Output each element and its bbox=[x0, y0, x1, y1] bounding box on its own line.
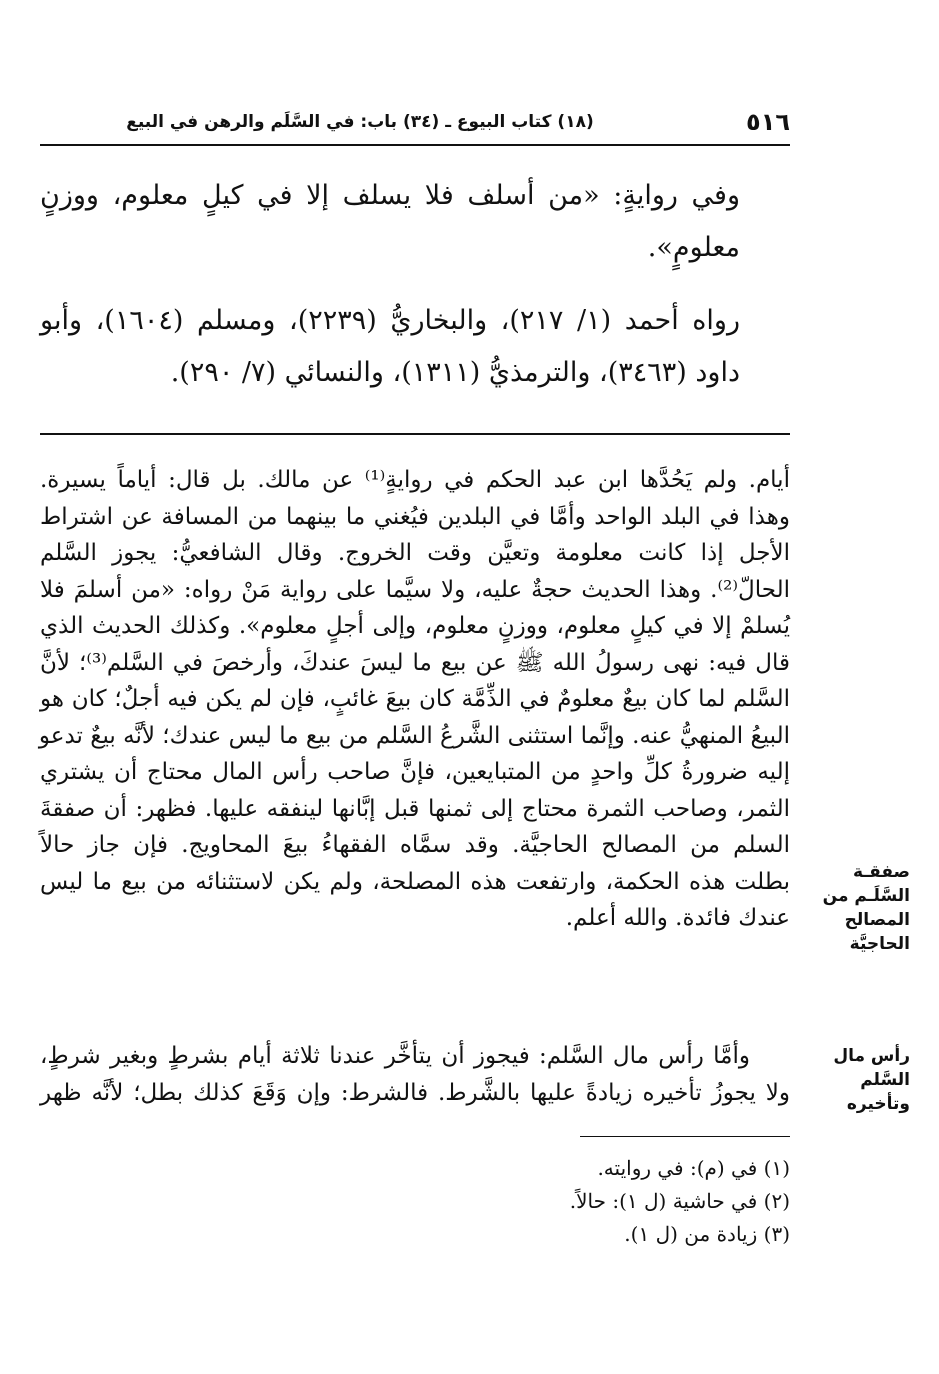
ra's-al-mal-paragraph bbox=[40, 1038, 790, 1111]
commentary-line: الحالّ⁽²⁾. وهذا الحديث حجةٌ عليه، ولا سيَّما على رواية مَنْ رواه: «من أسلمَ فلا bbox=[40, 576, 790, 603]
commentary-line: الأجل إذا كانت معلومة وتعيَّن وقت الخروج. وقال الشافعيُّ: يجوز السَّلم bbox=[40, 540, 790, 566]
takhrij-line: رواه أحمد (١/ ٢١٧)، والبخاريُّ (٢٢٣٩)، ومسلم (١٦٠٤)، وأبو bbox=[40, 305, 740, 336]
margin-note-capital: رأس مال السَّلم وتأخيره bbox=[833, 1046, 910, 1114]
hadith-line: معلومٍ». bbox=[647, 232, 740, 263]
commentary-line: إليه ضرورةُ كلِّ واحدٍ من المتبايعين، فإنَّ صاحب رأس المال محتاج أن يشتري bbox=[40, 759, 790, 785]
footnote-divider bbox=[580, 1136, 790, 1137]
takhrij-text bbox=[40, 295, 740, 399]
commentary-line: بطلت هذه الحكمة، وارتفعت هذه المصلحة، ولم يكن لاستثنائه من بيع ما ليس bbox=[40, 868, 790, 895]
commentary-line: السلم من المصالح الحاجيَّة. وقد سمَّاه الفقهاءُ بيعَ المحاويج. فإن جاز حالاً bbox=[40, 832, 790, 858]
page-number: ٥١٦ bbox=[746, 108, 790, 136]
footnotes bbox=[300, 1152, 790, 1251]
commentary-line: أيام. ولم يَحُدَّها ابن عبد الحكم في روايةٍ⁽¹⁾ عن مالك. بل قال: أياماً يسيرة. bbox=[40, 467, 790, 493]
commentary-line: البيعُ المنهيُّ عنه. وإنَّما استثنى الشَّرعُ السَّلم من بيع ما ليس عندك؛ لأنَّه بيعٌ تدعو bbox=[38, 722, 790, 749]
commentary-line: السَّلم لما كان بيعٌ معلومٌ في الذِّمَّة كان بيعَ غائبٍ، فإن لم يكن فيه أجلٌ؛ كان هو bbox=[40, 686, 790, 712]
footnote: (٣) زيادة من (ل ١). bbox=[624, 1222, 790, 1246]
commentary-line: الثمر، وصاحب الثمرة محتاج إلى ثمنها قبل إبَّانها لينفقه عليها. فظهر: أن صفقةَ bbox=[40, 795, 790, 822]
paragraph-line: ولا يجوزُ تأخيره زيادةً عليها بالشَّرط. فالشرط: وإن وَقَعَ كذلك بطل؛ لأنَّه ظهر bbox=[40, 1079, 790, 1106]
takhrij-line: داود (٣٤٦٣)، والترمذيُّ (١٣١١)، والنسائي (٧/ ٢٩٠). bbox=[170, 357, 740, 388]
commentary-line: قال فيه: نهى رسولُ الله ﷺ عن بيع ما ليسَ عندكَ، وأرخصَ في السَّلم⁽³⁾؛ لأنَّ bbox=[40, 649, 790, 676]
commentary-line: يُسلمْ إلا في كيلٍ معلوم، ووزنٍ معلوم، وإلى أجلٍ معلوم». وكذلك الحديث الذي bbox=[40, 613, 790, 639]
hadith-line: وفي روايةٍ: «من أسلف فلا يسلف إلا في كيلٍ معلوم، ووزنٍ bbox=[40, 180, 740, 211]
commentary-line: عندك فائدة. والله أعلم. bbox=[565, 905, 790, 931]
margin-note-salam-deal: صفقـة السَّلَـم من المصالح الحاجيَّة bbox=[822, 862, 910, 954]
paragraph-line: وأمَّا رأس مال السَّلم: فيجوز أن يتأخَّر عندنا ثلاثة أيام بشرطٍ وبغير شرطٍ، bbox=[40, 1043, 750, 1069]
footnote: (٢) في حاشية (ل ١): حالاً. bbox=[569, 1189, 790, 1213]
section-divider bbox=[40, 433, 790, 435]
hadith-text bbox=[40, 170, 740, 274]
page-header bbox=[40, 108, 790, 146]
commentary-text bbox=[40, 462, 790, 937]
running-title: (١٨) كتاب البيوع ـ (٣٤) باب: في السَّلَم والرهن في البيع bbox=[126, 112, 594, 132]
commentary-line: وهذا في البلد الواحد وأمَّا في البلدين فيُغني ما بينهما من المسافة عن اشتراط bbox=[40, 503, 790, 530]
footnote: (١) في (م): في روايته. bbox=[597, 1156, 790, 1180]
